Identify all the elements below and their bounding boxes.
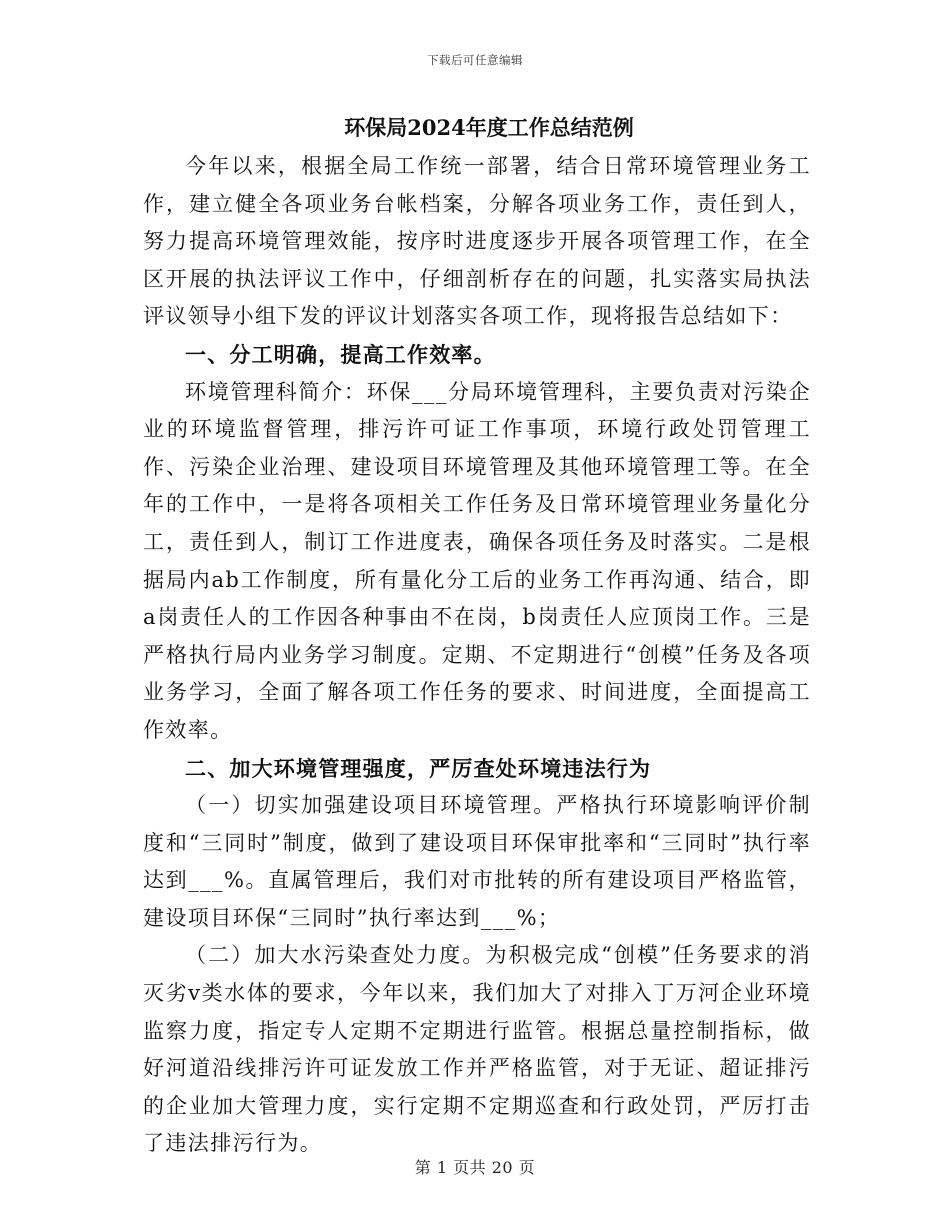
page-footer: 第 1 页共 20 页: [414, 1158, 536, 1177]
page-header: 下载后可任意编辑: [427, 53, 523, 67]
section-2-heading: 二、加大环境管理强度，严厉查处环境违法行为: [185, 755, 652, 781]
section-2-item-1-paragraph: （一）切实加强建设项目环境管理。严格执行环境影响评价制度和“三同时”制度，做到了建设项目环保审批率和“三同时”执行率达到___%。直属管理后，我们对市批转的所有建设项目严格监管，建设项目环保“三同时”执行率达到___%；: [143, 793, 811, 930]
section-2-item-2-paragraph: （二）加大水污染查处力度。为积极完成“创模”任务要求的消灭劣v类水体的要求，今年以来，我们加大了对排入丁万河企业环境监察力度，指定专人定期不定期进行监管。根据总量控制指标，做好河道沿线排污许可证发放工作并严格监管，对于无证、超证排污的企业加大管理力度，实行定期不定期巡查和行政处罚，严厉打击了违法排污行为。: [143, 943, 811, 1156]
section-1-paragraph: 环境管理科简介：环保___分局环境管理科，主要负责对污染企业的环境监督管理，排污许可证工作事项，环境行政处罚管理工作、污染企业治理、建设项目环境管理及其他环境管理工等。在全年的工作中，一是将各项相关工作任务及日常环境管理业务量化分工，责任到人，制订工作进度表，确保各项任务及时落实。二是根据局内ab工作制度，所有量化分工后的业务工作再沟通、结合，即a岗责任人的工作因各种事由不在岗，b岗责任人应顶岗工作。三是严格执行局内业务学习制度。定期、不定期进行“创模”任务及各项业务学习，全面了解各项工作任务的要求、时间进度，全面提高工作效率。: [143, 379, 811, 742]
document-title: 环保局2024年度工作总结范例: [344, 115, 634, 140]
intro-paragraph: 今年以来，根据全局工作统一部署，结合日常环境管理业务工作，建立健全各项业务台帐档案，分解各项业务工作，责任到人，努力提高环境管理效能，按序时进度逐步开展各项管理工作，在全区开展的执法评议工作中，仔细剖析存在的问题，扎实落实局执法评议领导小组下发的评议计划落实各项工作，现将报告总结如下：: [143, 154, 811, 329]
section-1-heading: 一、分工明确，提高工作效率。: [185, 341, 496, 367]
document-body: [143, 108, 811, 1163]
